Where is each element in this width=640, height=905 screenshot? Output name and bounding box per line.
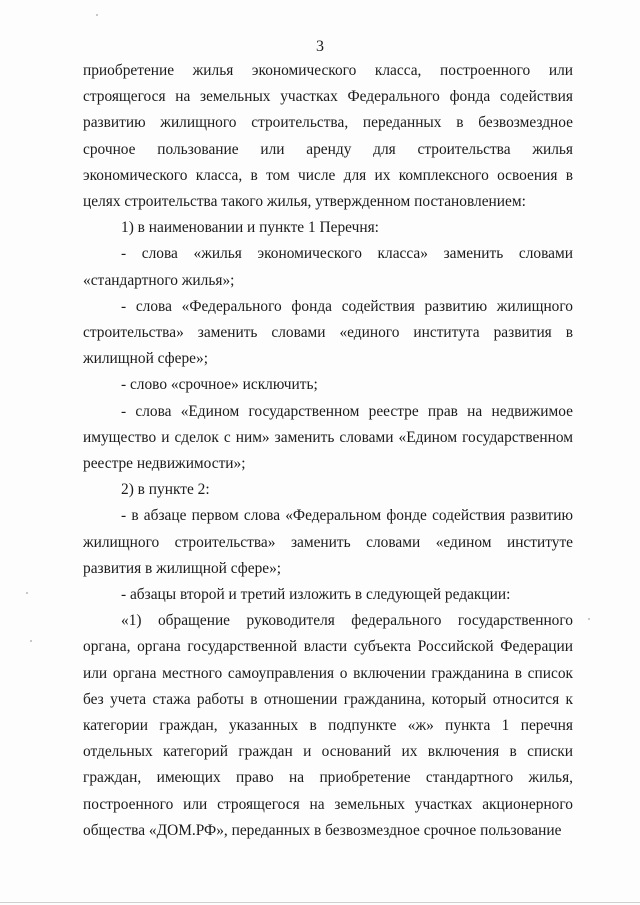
paragraph-new-wording: - абзацы второй и третий изложить в следующей редакции: [121,586,511,604]
paragraph-replace-registry: - слова «Едином государственном реестре прав на недвижимое имущество и сделок с ним» заменить словами «Едином государственном реестре недвижимости»; [83,402,573,473]
paragraph-intro: приобретение жилья экономического класса, построенного или строящегося на земельных участках Федерального фонда содействия развитию жилищного строительства, переданных в безвозмездное срочное пользование или аренду для строительства жилья экономического класса, в том числе для их комплексного освоения в целях строительства такого жилья, утвержденном постановлением: [83,62,573,211]
paragraph-replace-economy-class: - слова «жилья экономического класса» заменить словами «стандартного жилья»; [83,245,573,289]
document-body [83,58,573,844]
paragraph-quoted-item-1: «1) обращение руководителя федерального государственного органа, органа государственной власти субъекта Российской Федерации или органа местного самоуправления о включении гражданина в список без учета стажа работы в отношении гражданина, который относится к категории граждан, указанных в подпункте «ж» пункта 1 перечня отдельных категорий граждан и оснований их включения в списки граждан, имеющих право на приобретение стандартного жилья, построенного или строящегося на земельных участках акционерного общества «ДОМ.РФ», переданных в безвозмездное срочное пользование [83,612,573,839]
scan-speck [30,640,32,642]
scan-speck [588,618,590,620]
scan-speck [26,592,28,594]
scan-speck [96,14,98,16]
paragraph-first-subparagraph: - в абзаце первом слова «Федеральном фонде содействия развитию жилищного строительства» заменить словами «едином институте развития в жилищной сфере»; [83,507,573,577]
paragraph-remove-urgent: - слово «срочное» исключить; [121,376,318,394]
page-number: 3 [316,38,324,55]
scan-edge-line [0,902,640,903]
paragraph-item-2: 2) в пункте 2: [121,481,210,499]
paragraph-replace-federal-fund: - слова «Федерального фонда содействия развитию жилищного строительства» заменить словами «единого института развития в жилищной сфере»; [83,297,573,368]
paragraph-item-1: 1) в наименовании и пункте 1 Перечня: [121,219,379,237]
